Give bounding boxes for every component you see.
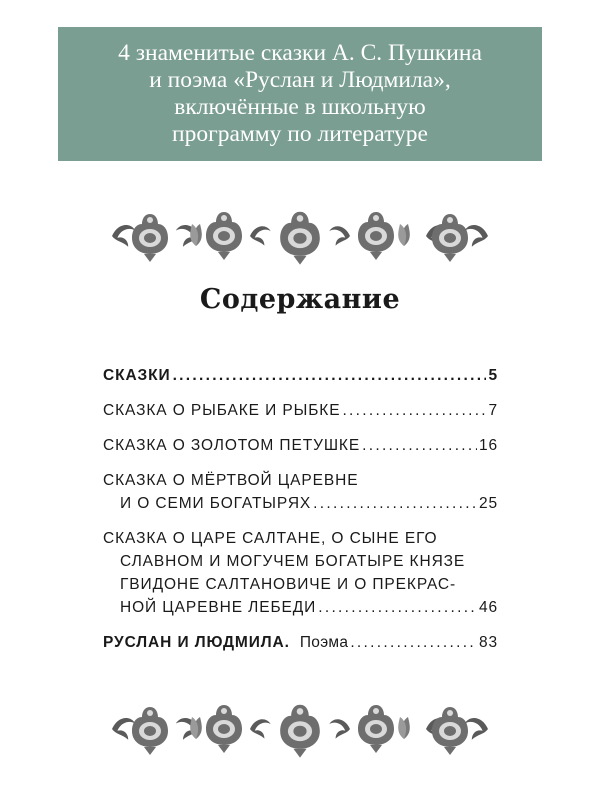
toc-entry-title-cont: СЛАВНОМ И МОГУЧЕМ БОГАТЫРЕ КНЯЗЕ xyxy=(120,553,466,570)
dot-leader xyxy=(342,399,486,422)
toc-entry-title: РУСЛАН И ЛЮДМИЛА. xyxy=(103,634,290,651)
dot-leader xyxy=(318,596,477,619)
contents-heading: Содержание xyxy=(199,284,401,315)
toc-entry-ruslan[interactable] xyxy=(103,631,498,654)
dot-leader xyxy=(362,434,477,457)
ornament-top xyxy=(104,206,496,266)
ornament-bottom xyxy=(104,699,496,759)
toc-entry-rybak[interactable] xyxy=(103,399,498,422)
toc-entry-page: 83 xyxy=(478,634,498,651)
dot-leader xyxy=(313,492,477,515)
banner-text: 4 знаменитые сказки А. С. Пушкина и поэма «Руслан и Людмила», включённые в школьную программу по литературе xyxy=(118,40,482,147)
title-banner xyxy=(58,27,542,161)
dot-leader xyxy=(350,631,477,654)
toc-entry-petushok[interactable] xyxy=(103,434,498,457)
toc-entry-title: СКАЗКА О ЦАРЕ САЛТАНЕ, О СЫНЕ ЕГО xyxy=(103,530,438,547)
toc-entry-title: СКАЗКА О РЫБАКЕ И РЫБКЕ xyxy=(103,402,341,419)
toc-entry-title: СКАЗКА О МЁРТВОЙ ЦАРЕВНЕ xyxy=(103,472,359,489)
toc-entry-title: СКАЗКИ xyxy=(103,367,171,384)
toc-entry-page: 46 xyxy=(478,599,498,616)
toc-entry-saltan[interactable] xyxy=(103,527,498,619)
toc-entry-page: 5 xyxy=(488,367,498,384)
toc-entry-page: 16 xyxy=(478,437,498,454)
toc-entry-page: 7 xyxy=(488,402,498,419)
toc-entry-title-cont: НОЙ ЦАРЕВНЕ ЛЕБЕДИ xyxy=(120,599,317,616)
toc-entry-title: СКАЗКА О ЗОЛОТОМ ПЕТУШКЕ xyxy=(103,437,361,454)
toc-entry-page: 25 xyxy=(478,495,498,512)
toc-entry-title-cont: И О СЕМИ БОГАТЫРЯХ xyxy=(120,495,312,512)
toc-entry-title-cont: ГВИДОНЕ САЛТАНОВИЧЕ И О ПРЕКРАС- xyxy=(120,576,457,593)
toc-entry-subtitle: Поэма xyxy=(299,634,349,651)
table-of-contents xyxy=(103,364,498,654)
toc-entry-tsarevna[interactable] xyxy=(103,469,498,515)
toc-entry-skazki[interactable] xyxy=(103,364,498,387)
dot-leader xyxy=(173,364,487,387)
